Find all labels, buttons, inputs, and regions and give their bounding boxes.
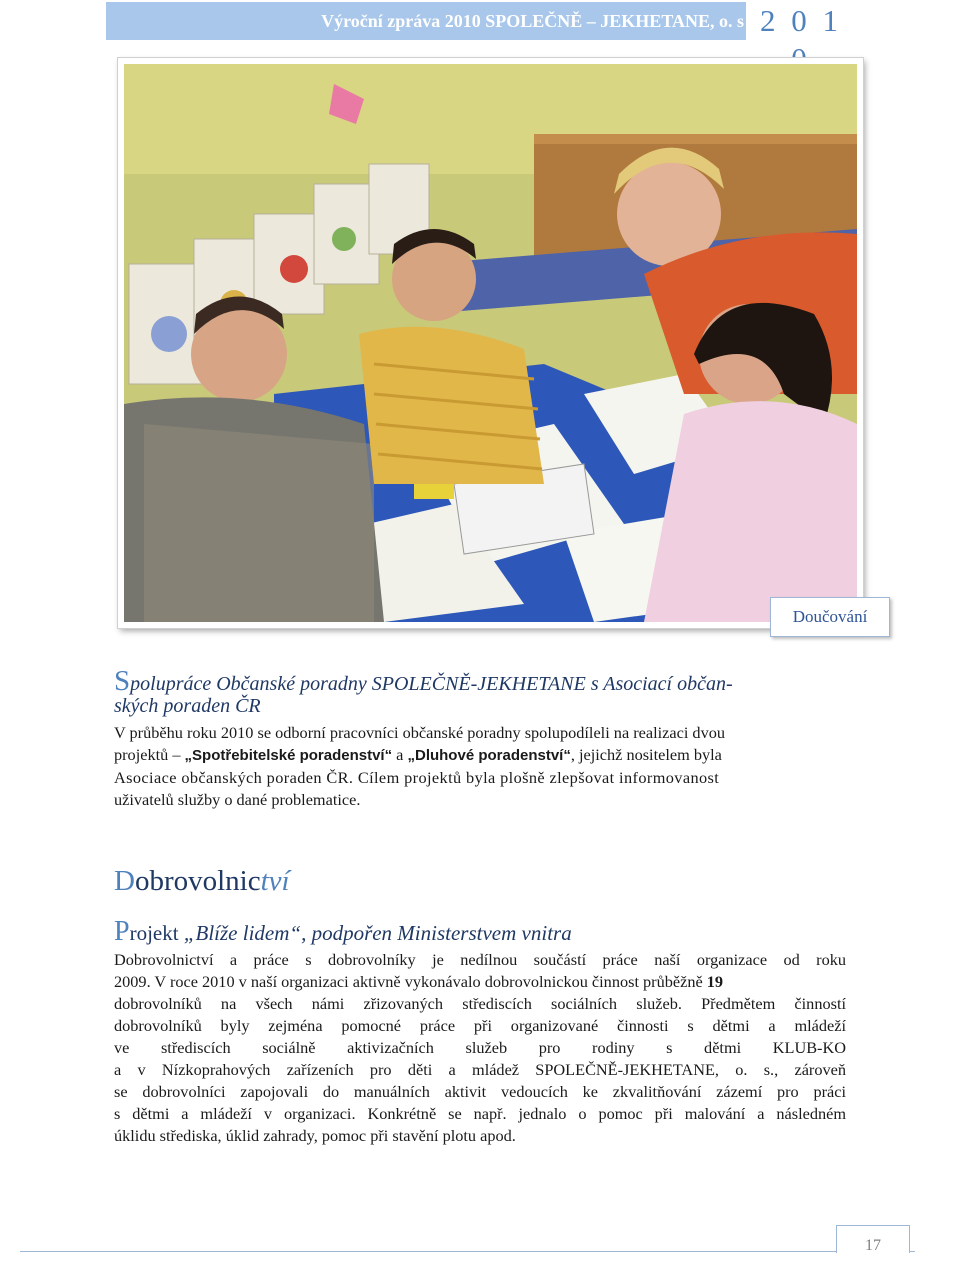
paragraph-line: V průběhu roku 2010 se odborní pracovníci občanské poradny spolupodíleli na realizaci dvou [114,723,725,742]
paragraph-line [114,744,846,767]
footer-rule [20,1251,915,1252]
text-span: 2009. V roce 2010 v naší organizaci aktivně vykonávalo dobrovolnickou činnost průběžně [114,972,707,991]
section-heading-spoluprace [114,665,846,717]
section-heading-dobrovolnictvi [114,864,846,898]
project-pre: rojekt [129,921,184,945]
page-header [106,2,856,40]
paragraph-line [114,971,846,993]
paragraph-line: uživatelů služby o dané problematice. [114,790,361,809]
project-heading [114,918,846,947]
paragraph-line: s dětmi a mládeží v organizaci. Konkrétně se např. jednalo o pomoc při malování a následném [114,1104,846,1123]
paragraph-line: Asociace občanských poraden ČR. Cílem projektů byla plošně zlepšovat informovanost [114,768,720,787]
heading-tail: tví [260,865,290,897]
text-span: projektů – [114,745,185,764]
page-number: 17 [865,1237,881,1254]
paragraph-line: dobrovolníků byly zejména pomocné práce při organizované činnosti s dětmi a mládeží [114,1016,846,1035]
caption-text: Doučování [792,607,868,626]
header-year: 2 0 1 [760,3,842,38]
header-year-box [746,2,856,40]
heading-mid: obrovolnic [134,865,261,897]
heading-initial: S [114,665,131,697]
section-dobrovolnictvi [114,864,846,1147]
page-number-box [836,1225,910,1253]
paragraph-line: úklidu střediska, úklid zahrady, pomoc při stavění plotu apod. [114,1126,516,1145]
heading-initial: D [114,865,135,897]
tutoring-photo [118,58,863,628]
paragraph-line: a v Nízkoprahových zařízeních pro děti a mládež SPOLEČNĚ-JEKHETANE, o. s., zároveň [114,1060,846,1079]
paragraph-line: ve střediscích sociálně aktivizačních služeb pro rodiny s dětmi KLUB-KO [114,1038,846,1057]
bold-project-name: „Spotřebitelské poradenství“ [184,747,393,764]
paragraph-line: Dobrovolnictví a práce s dobrovolníky je nedílnou součástí práce naší organizace od roku [114,950,846,969]
heading-line1: polupráce Občanské poradny SPOLEČNĚ-JEKHETANE s Asociací občan- [130,673,733,695]
volunteer-paragraph [114,949,846,1147]
text-span: , jejichž nositelem byla [570,745,722,764]
paragraph-line: se dobrovolníci zapojovali do manuálních aktivit vedoucích ke zkvalitňování zázemí pro práci [114,1082,846,1101]
project-title: „Blíže lidem“, podpořen Ministerstvem vnitra [183,921,572,945]
project-initial: P [114,916,130,947]
header-title: Výroční zpráva 2010 SPOLEČNĚ – JEKHETANE, o. s [321,11,744,31]
paragraph-line: dobrovolníků na všech námi zřizovaných střediscích sociálních služeb. Předmětem činností [114,994,846,1013]
bold-project-name: „Dluhové poradenství“ [407,747,571,764]
text-span: a [392,745,408,764]
volunteer-count: 19 [706,972,724,991]
section-spoluprace [114,665,846,811]
classroom-photo-illustration [124,64,857,622]
photo-caption [770,597,890,637]
heading-line2: ských poraden ČR [114,695,261,717]
